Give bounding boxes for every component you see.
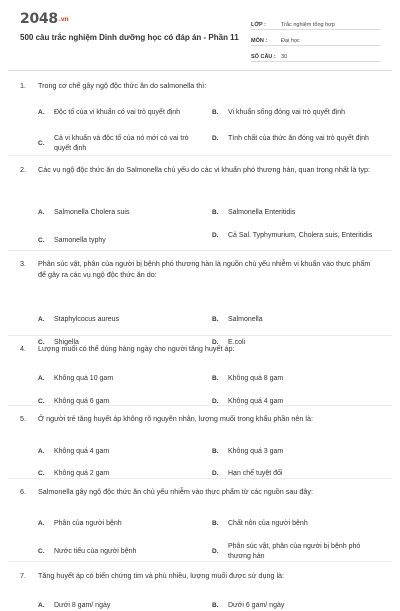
question-number: 3.	[20, 259, 26, 268]
question-7	[20, 570, 380, 609]
meta-class-value: Trắc nghiệm tổng hợp	[281, 22, 335, 28]
question-body: Trong cơ chế gây ngộ độc thức ăn do salmonella thì:	[38, 81, 207, 90]
option-letter: D.	[212, 548, 219, 555]
question-text	[20, 343, 380, 354]
option-text: Phân súc vật, phân của người bị bệnh phó thương hàn	[228, 543, 361, 560]
question-body: Salmonella gây ngộ độc thức ăn chủ yếu nhiễm vào thực phẩm từ các nguồn sau đây:	[38, 487, 313, 496]
option-text: Không quá 6 gam	[54, 398, 110, 405]
site-logo[interactable]	[20, 11, 68, 27]
option-text: Shigella	[54, 339, 79, 346]
option-letter: A.	[38, 375, 45, 382]
option-b[interactable]	[212, 315, 378, 325]
document-header	[0, 0, 400, 64]
option-text: E.coli	[228, 339, 246, 346]
option-a[interactable]	[38, 374, 204, 384]
option-a[interactable]	[38, 108, 204, 118]
option-text: Không quá 3 gam	[228, 448, 284, 455]
meta-subject-key: MÔN :	[251, 38, 268, 44]
option-b[interactable]	[212, 208, 378, 218]
option-a[interactable]	[38, 208, 204, 218]
option-b[interactable]	[212, 601, 378, 611]
question-1	[20, 80, 380, 152]
question-body: Lượng muối có thể dùng hàng ngày cho người tăng huyết áp:	[38, 344, 235, 353]
option-letter: D.	[212, 398, 219, 405]
option-letter: D.	[212, 339, 219, 346]
option-text: Phân của người bệnh	[54, 520, 122, 527]
question-number: 5.	[20, 414, 26, 423]
question-number: 1.	[20, 81, 26, 90]
option-text: Salmonella	[228, 316, 263, 323]
question-6	[20, 486, 380, 560]
question-text	[20, 413, 380, 424]
option-letter: C.	[38, 237, 45, 244]
question-divider	[8, 405, 392, 406]
meta-count	[251, 46, 381, 62]
question-body: Phân súc vật, phân của người bị bệnh phó thương hàn là nguồn chủ yếu nhiễm vi khuẩn vào thực phẩm để gây ra các vụ ngộ độc thức ăn do:	[38, 259, 371, 279]
option-text: Cả Sal. Typhymurium, Cholera suis, Enteritidis	[228, 232, 373, 239]
option-text: Không quá 4 gam	[228, 398, 284, 405]
question-5	[20, 413, 380, 477]
option-text: Vi khuẩn sống đóng vai trò quyết định	[228, 109, 346, 116]
option-text: Samonella typhy	[54, 237, 106, 244]
option-letter: C.	[38, 548, 45, 555]
option-letter: B.	[212, 209, 219, 216]
option-letter: B.	[212, 520, 219, 527]
question-text	[20, 164, 380, 175]
option-a[interactable]	[38, 601, 204, 611]
meta-subject-value: Đại học	[281, 38, 300, 44]
option-letter: B.	[212, 375, 219, 382]
option-letter: B.	[212, 602, 219, 609]
question-divider	[8, 478, 392, 479]
document-title: 500 câu trắc nghiệm Dinh dưỡng học có đáp án - Phần 11	[20, 33, 239, 42]
meta-count-key: SỐ CÂU :	[251, 54, 276, 60]
question-body: Ở người trẻ tăng huyết áp không rõ nguyên nhân, lượng muối trong khẩu phần nên là:	[38, 414, 313, 423]
question-number: 6.	[20, 487, 26, 496]
option-c[interactable]	[38, 547, 204, 557]
option-text: Tính chất của thức ăn đóng vai trò quyết định	[228, 135, 369, 142]
question-text	[20, 486, 380, 497]
question-number: 4.	[20, 344, 26, 353]
option-letter: A.	[38, 448, 45, 455]
option-text: Hạn chế tuyệt đối	[228, 470, 283, 477]
meta-class	[251, 14, 381, 30]
option-letter: A.	[38, 602, 45, 609]
option-letter: D.	[212, 232, 219, 239]
meta-class-key: LỚP :	[251, 22, 266, 28]
option-text: Staphylcocus aureus	[54, 316, 119, 323]
question-2	[20, 164, 380, 244]
question-body: Tăng huyết áp có biến chứng tim và phù nhiều, lượng muối được sử dụng là:	[38, 571, 285, 580]
option-letter: A.	[38, 520, 45, 527]
option-text: Dưới 8 gam/ ngày	[54, 602, 111, 609]
option-text: Không quá 8 gam	[228, 375, 284, 382]
option-b[interactable]	[212, 519, 378, 529]
option-letter: A.	[38, 109, 45, 116]
option-d[interactable]	[212, 231, 378, 241]
question-body: Các vụ ngộ độc thức ăn do Salmonella chủ yếu do các vi khuẩn phó thương hàn, quan trọng nhất là typ:	[38, 165, 371, 174]
meta-subject	[251, 30, 381, 46]
question-divider	[8, 561, 392, 562]
logo-text: 2048	[20, 11, 58, 27]
logo-domain: .vn	[58, 16, 69, 23]
option-a[interactable]	[38, 447, 204, 457]
option-letter: B.	[212, 316, 219, 323]
document-meta	[251, 14, 381, 62]
question-4	[20, 343, 380, 405]
question-divider	[8, 155, 392, 156]
option-b[interactable]	[212, 447, 378, 457]
option-letter: D.	[212, 135, 219, 142]
option-text: Không quá 4 gam	[54, 448, 110, 455]
option-c[interactable]	[38, 134, 204, 154]
question-text	[20, 570, 380, 581]
option-letter: B.	[212, 448, 219, 455]
option-text: Dưới 6 gam/ ngày	[228, 602, 285, 609]
option-letter: C.	[38, 470, 45, 477]
option-text: Độc tố của vi khuẩn có vai trò quyết định	[54, 109, 181, 116]
option-letter: B.	[212, 109, 219, 116]
question-number: 2.	[20, 165, 26, 174]
option-d[interactable]	[212, 542, 378, 562]
option-text: Nước tiểu của người bệnh	[54, 548, 137, 555]
question-divider	[8, 335, 392, 336]
question-text	[20, 258, 380, 280]
option-letter: C.	[38, 140, 45, 147]
option-letter: C.	[38, 339, 45, 346]
option-text: Salmonella Enteritidis	[228, 209, 296, 216]
option-c[interactable]	[38, 236, 204, 246]
option-text: Chất nôn của người bệnh	[228, 520, 308, 527]
option-d[interactable]	[212, 134, 378, 144]
option-a[interactable]	[38, 519, 204, 529]
question-divider	[8, 250, 392, 251]
question-text	[20, 80, 380, 91]
question-number: 7.	[20, 571, 26, 580]
option-text: Salmonella Cholera suis	[54, 209, 130, 216]
header-divider	[8, 70, 392, 71]
option-letter: D.	[212, 470, 219, 477]
option-letter: A.	[38, 316, 45, 323]
option-a[interactable]	[38, 315, 204, 325]
option-letter: A.	[38, 209, 45, 216]
option-b[interactable]	[212, 108, 378, 118]
option-text: Cả vi khuẩn và độc tố của nó mới có vai trò quyết định	[54, 135, 189, 152]
option-text: Không quá 2 gam	[54, 470, 110, 477]
option-letter: C.	[38, 398, 45, 405]
option-b[interactable]	[212, 374, 378, 384]
option-text: Không quá 10 gam	[54, 375, 114, 382]
question-3	[20, 258, 380, 346]
meta-count-value: 30	[281, 54, 288, 60]
